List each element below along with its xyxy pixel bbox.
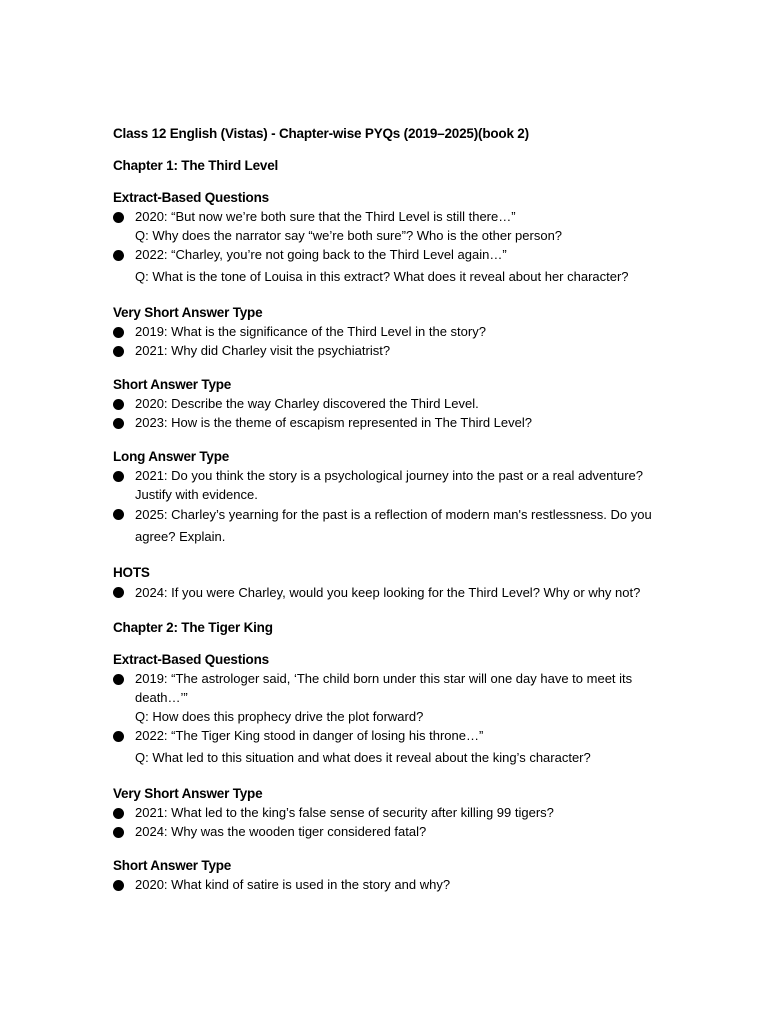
list-item xyxy=(113,822,661,841)
chapter-2-heading: Chapter 2: The Tiger King xyxy=(113,620,273,635)
ch2-vshort-heading: Very Short Answer Type xyxy=(113,786,263,801)
list-item xyxy=(113,394,661,413)
list-item xyxy=(113,582,661,604)
bullet-icon xyxy=(113,212,124,223)
list-item xyxy=(113,875,661,894)
chapter-1-heading: Chapter 1: The Third Level xyxy=(113,158,279,173)
list-item xyxy=(113,245,661,288)
bullet-icon xyxy=(113,674,124,685)
ch1-vshort-list xyxy=(113,322,661,360)
list-item xyxy=(113,466,661,504)
question-prompt: Q: What is the tone of Louisa in this extract? What does it reveal about her character? xyxy=(135,269,629,284)
list-item xyxy=(113,726,661,769)
ch2-short-list xyxy=(113,875,661,894)
bullet-icon xyxy=(113,250,124,261)
question-text: 2022: “Charley, you’re not going back to the Third Level again…” xyxy=(135,247,507,262)
document-body xyxy=(113,124,661,894)
question-text: 2020: What kind of satire is used in the story and why? xyxy=(135,877,451,892)
question-text: 2021: Why did Charley visit the psychiatrist? xyxy=(135,343,391,358)
bullet-icon xyxy=(113,327,124,338)
ch1-hots-heading: HOTS xyxy=(113,565,150,580)
question-text: 2019: “The astrologer said, ‘The child born under this star will one day have to meet its death…’” xyxy=(135,671,633,705)
question-text: 2021: Do you think the story is a psychological journey into the past or a real adventure? Justify with evidence. xyxy=(135,468,644,502)
bullet-icon xyxy=(113,346,124,357)
question-text: 2024: If you were Charley, would you keep looking for the Third Level? Why or why not? xyxy=(135,585,641,600)
bullet-icon xyxy=(113,399,124,410)
question-text: 2021: What led to the king’s false sense of security after killing 99 tigers? xyxy=(135,805,554,820)
bullet-icon xyxy=(113,880,124,891)
question-prompt: Q: Why does the narrator say “we’re both sure”? Who is the other person? xyxy=(135,228,563,243)
list-item xyxy=(113,504,661,548)
list-item xyxy=(113,341,661,360)
ch1-long-list xyxy=(113,466,661,548)
ch1-long-heading: Long Answer Type xyxy=(113,449,230,464)
bullet-icon xyxy=(113,471,124,482)
ch1-extract-list xyxy=(113,207,661,288)
ch2-extract-list xyxy=(113,669,661,769)
list-item xyxy=(113,322,661,341)
question-text: 2023: How is the theme of escapism represented in The Third Level? xyxy=(135,415,532,430)
ch1-extract-heading: Extract-Based Questions xyxy=(113,190,269,205)
ch1-short-heading: Short Answer Type xyxy=(113,377,232,392)
ch1-short-list xyxy=(113,394,661,432)
question-text: 2022: “The Tiger King stood in danger of losing his throne…” xyxy=(135,728,484,743)
document-title: Class 12 English (Vistas) - Chapter-wise PYQs (2019–2025)(book 2) xyxy=(113,126,529,141)
question-prompt: Q: How does this prophecy drive the plot forward? xyxy=(135,709,424,724)
bullet-icon xyxy=(113,587,124,598)
question-text: 2024: Why was the wooden tiger considered fatal? xyxy=(135,824,427,839)
question-text: 2025: Charley’s yearning for the past is a reflection of modern man's restlessness. Do you agree? Explain. xyxy=(135,507,652,544)
list-item xyxy=(113,207,661,245)
ch1-vshort-heading: Very Short Answer Type xyxy=(113,305,263,320)
bullet-icon xyxy=(113,509,124,520)
list-item xyxy=(113,413,661,432)
ch1-hots-list xyxy=(113,582,661,604)
bullet-icon xyxy=(113,418,124,429)
ch2-extract-heading: Extract-Based Questions xyxy=(113,652,269,667)
question-text: 2019: What is the significance of the Third Level in the story? xyxy=(135,324,486,339)
bullet-icon xyxy=(113,808,124,819)
ch2-short-heading: Short Answer Type xyxy=(113,858,232,873)
ch2-vshort-list xyxy=(113,803,661,841)
bullet-icon xyxy=(113,827,124,838)
bullet-icon xyxy=(113,731,124,742)
question-text: 2020: Describe the way Charley discovered the Third Level. xyxy=(135,396,479,411)
question-prompt: Q: What led to this situation and what does it reveal about the king’s character? xyxy=(135,750,591,765)
question-text: 2020: “But now we’re both sure that the Third Level is still there…” xyxy=(135,209,516,224)
list-item xyxy=(113,669,661,726)
list-item xyxy=(113,803,661,822)
